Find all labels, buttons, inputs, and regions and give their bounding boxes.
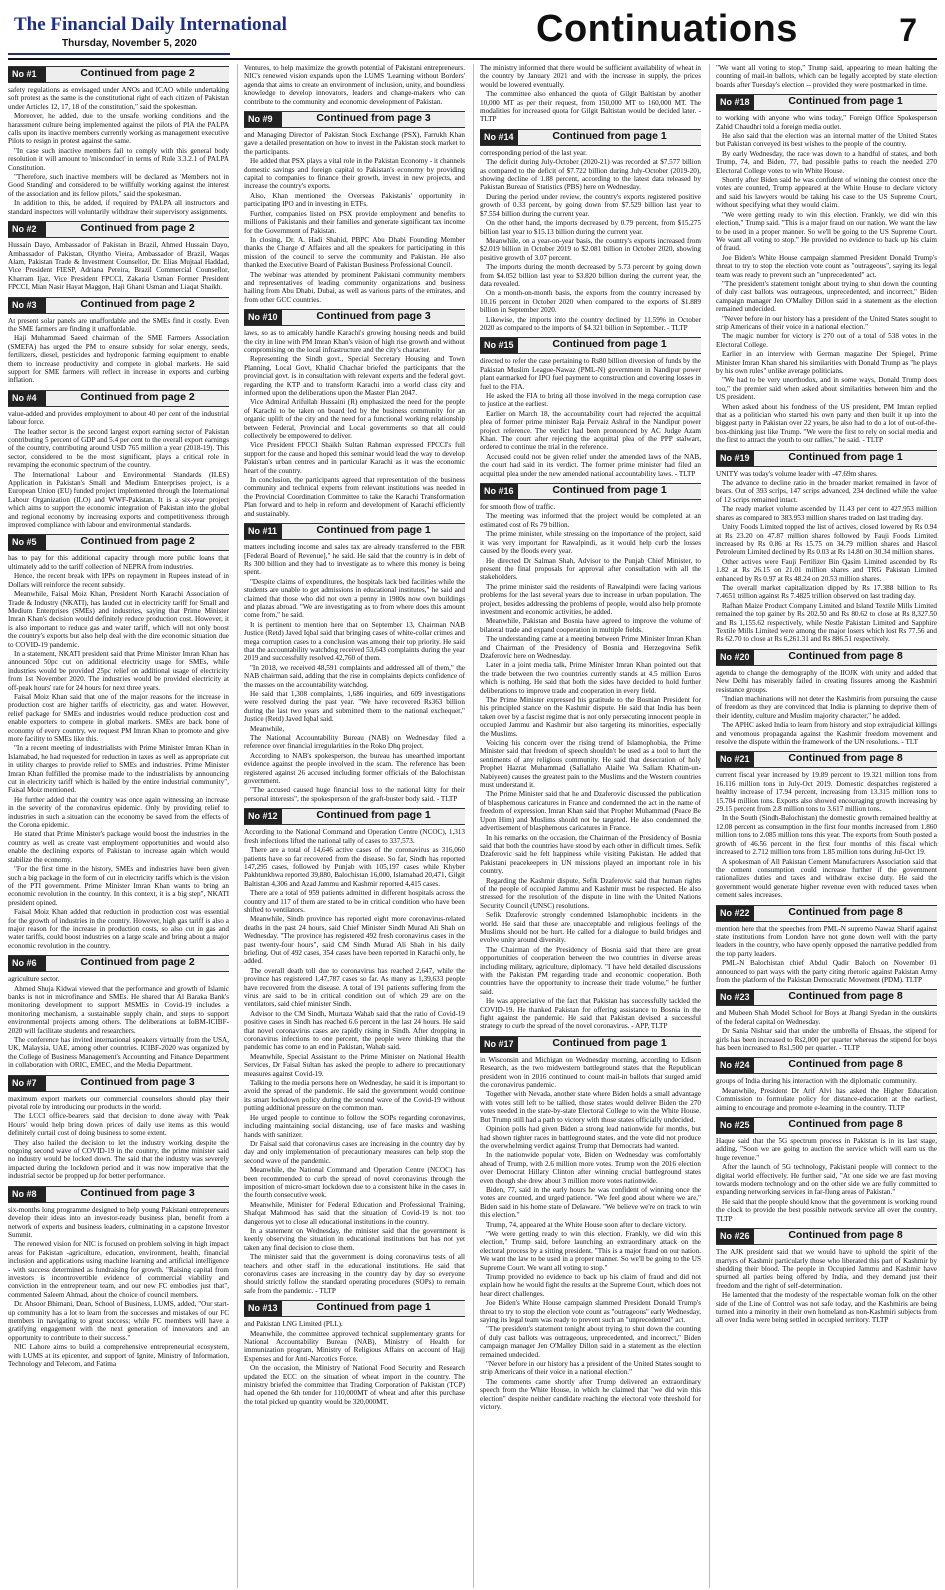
continued-from-label: Continued from page 8 (754, 752, 937, 767)
story (480, 129, 701, 333)
story-paragraph: Meanwhile, (250, 724, 285, 733)
story (8, 1075, 229, 1181)
story (244, 111, 465, 304)
story (716, 64, 937, 89)
column-2 (237, 64, 465, 1588)
story-paragraph: Trump provided no evidence to back up his claim of fraud and did not explain how he would fight the results at the Supreme Court, which does not hear direct challenges. (480, 1273, 701, 1298)
story-paragraph: The advance to decline ratio in the broader market remained in favor of bears. Out of 393 scrips, 147 scrips advanced, 234 declined while the value of 12 scrips remained intact. (716, 479, 937, 504)
story-paragraph: "We were getting ready to win this election. Frankly, we did win this election," Trump said. "This is a major fraud on our nation. We want the law to be used in a proper manner. So we'll be going to the US Supreme Court. We want all voting to stop." He provided no evidence to back up his claim of fraud. (716, 210, 937, 253)
story-paragraph: He said that 1,308 complaints, 1,686 inquiries, and 609 investigations were resolved during the past year. "We have recovered Rs363 billion during the last two years and submitted them to the national exchequer," Justice (Retd) Javed Iqbal said. (244, 690, 465, 724)
story-paragraph: According to the National Command and Operation Centre (NCOC), 1,313 fresh infections lifted the national tally of cases to 337,573. (244, 828, 465, 845)
story-paragraph: The Chairman of the Presidency of Bosnia said that there are great opportunities of cooperation between the two countries in diverse areas including military, agriculture, diplomacy. "I have held detailed discussions with the Pakistan PM regarding trade and economic cooperation. Both countries have the opportunity to increase their trade volume," he further said. (480, 945, 701, 996)
story-paragraph: Meanwhile, Pakistan and Bosnia have agreed to improve the volume of bilateral trade and expand cooperation in multiple fields. (480, 617, 701, 634)
story-paragraph: groups of India during his interaction with the diplomatic community. (716, 1077, 917, 1086)
story-paragraph: has to pay for this additional capacity through more public loans that ultimately add to the tariff collection of NEPRA from industries. (8, 554, 229, 571)
story-paragraph: In a statement on Wednesday, the minister said that the government is keenly observing the situation in educational institutions but has not yet taken any final decision to close them. (244, 1226, 465, 1252)
continued-from-label: Continued from page 2 (46, 67, 229, 82)
story-paragraph: Further, companies listed on PSX provide employment and benefits to millions of Pakistanis and their families and generate significant tax income for the Government of Pakistan. (244, 209, 465, 235)
story-header (8, 955, 229, 972)
story-paragraph: He stated that Prime Minister's package would boost the industries in the country as well as create vast employment opportunities and would also enable the declining exports of Pakistan to increase again which would stabilize the economy. (8, 830, 229, 864)
masthead-rule (8, 53, 230, 55)
story-header (716, 1057, 937, 1074)
story-paragraph: The imports during the month decreased by 5.73 percent by going down from $4.052 billion last year to $3.820 billion during the current year, the data revealed. (480, 263, 701, 288)
story-paragraph: When asked about his fondness of the US president, PM Imran replied that as a politician who started his own party and then built it up into the biggest party in Pakistan over 22 years, he also had to do a lot of out-of-the-box-thinking just like Trump. "We were the first to rely on social media and the first to attract the youth to our rallies," he said. - TLTP (716, 402, 937, 445)
story-header (716, 989, 937, 1006)
story-paragraph: The International Labour and Environmental Standards (ILES) Application in Pakistan's Small and Medium Enterprises project, is a European Union (EU) funded project implemented through the International Labour Organization (ILO) and WWF-Pakistan. It is a six-year project which aims to support the economic integration of Pakistan into the global and regional economy by increasing exports and competitiveness through improved compliance with labour and environmental standards. (8, 470, 229, 530)
story-paragraph: Hence, the recent break with IPPs on repayment in Rupees instead of in Dollars will reinforce the recent subsidy. (8, 572, 229, 589)
story-paragraph: Sefik Dzaferovic strongly condemned Islamophobic incidents in the world. He said that these are unacceptable and religious feelings of the Muslims should not be hurt. He called for a dialogue to build bridges and evolve unity around diversity. (480, 911, 701, 945)
continued-from-label: Continued from page 8 (754, 1229, 937, 1244)
story-paragraph: The LCCI office-bearers said that decision to done away with 'Peak Hours' would help bring down prices of daily use items as this would definitely curtail cost of doing business to some extent. (8, 1112, 229, 1138)
story-paragraph: laws, so as to amicably handle Karachi's growing housing needs and build the city in line with PM Imran Khan's vision of high rise growth and without compromising on the local infrastructure and the city's character. (244, 329, 465, 354)
story-paragraph: "The president's statement tonight about trying to shut down the counting of duly cast ballots was outrageous, unprecedented, and incorrect," Biden campaign manager Jen O'Malley Dillon said in a statement as the election remained undecided. (480, 1325, 701, 1359)
continued-from-label: Continued from page 3 (46, 1076, 229, 1091)
story-paragraph: Dr Faisal said that coronavirus cases are increasing in the country day by day and only implementation of precautionary measures can help stop the second wave of the pandemic. (244, 1139, 465, 1165)
story-paragraph: "For the first time in the history, SMEs and industries have been given such a big package in the form of cut in electricity tariffs which is the vision of the PTI government. Prime Minister Imran Khan wants to bring an economic revolution in the country. In this context, it is a big step", NKATI president opined. (8, 865, 229, 907)
story (716, 1057, 937, 1112)
story (8, 390, 229, 530)
story-header (716, 450, 937, 467)
story-header (480, 337, 701, 354)
story (480, 64, 701, 124)
story-number: No #1 (8, 67, 46, 82)
story-paragraph: He further added that the country was once again witnessing an increase in the severity of the coronavirus epidemic. Only by providing relief to industries in such a situation can the economy be saved from the effects of the Corona epidemic. (8, 795, 229, 830)
story-number: No #5 (8, 535, 46, 550)
continued-from-label: Continued from page 1 (518, 1037, 701, 1052)
continued-from-label: Continued from page 8 (754, 650, 937, 665)
story (480, 337, 701, 478)
story (8, 297, 229, 385)
story-header (480, 1036, 701, 1053)
story (244, 309, 465, 518)
story-paragraph: "Despite claims of expenditures, the hospitals lack bed facilities while the students are unable to get admissions in educational institutes," he said and claimed that those who did not own a penny in 1980s now own buildings and plazas abroad. "We are investigating as to from where does this amount come from," he said. (244, 577, 465, 620)
story-paragraph: They also hailed the decision to let the industry working despite the ongoing second wave of COVID-19 in the country, the prime minister said no industry would be locked down. The said that the industry was severely impacted during the lockdown period and it was now imperative that the industrial sector be propped up for better performance. (8, 1138, 229, 1181)
masthead (8, 6, 937, 60)
story-header (8, 390, 229, 407)
story-paragraph: After the launch of 5G technology, Pakistani people will connect to the digital world effectively. He further said, "At one side we are fast moving towards modern technology and on the other side we are fully committed to expanding networking services in far-flung areas of Pakistan." (716, 1163, 937, 1197)
story-paragraph: The webinar was attended by prominent Pakistani community members and representatives of leading community organizations and business hailing from Abu Dhabi, Dubai, as well as various parts of the emirates, and from other GCC countries. (244, 270, 465, 304)
story-paragraph: The comments came shortly after Trump delivered an extraordinary speech from the White House, in which he claimed that "we did win this election" despite neither candidate reaching the electoral vote threshold for victory. (480, 1377, 701, 1412)
story-number: No #15 (480, 338, 518, 353)
story-paragraph: Biden, 77, said in the early hours he was confident of winning once the votes are counted, and urged patience. "We feel good about where we are," Biden said in his home state of Delaware. "We believe we're on track to win this election." (480, 1185, 701, 1220)
story-paragraph: Voicing his concern over the rising trend of Islamophobia, the Prime Minister said that freedom of speech shouldn't be used as a tool to hurt the sentiments of any religious community. He said that desecration of holy Prophet Hazrat Muhammad (Sallallaho Alaihe Wa Sallam Khatim-un-Nabiyeen) causes the greatest pain to the Muslims and the Western countries must understand it. (480, 739, 701, 790)
story-number: No #16 (480, 484, 518, 499)
story-number: No #18 (716, 95, 754, 110)
story-paragraph: "Therefore, such inactive members will be declared as 'Members not in Good Standing' and considered to be willfully working against the interest of the association and its fellow pilots," said the spokesman. (8, 173, 229, 198)
story-paragraph: At present solar panels are unaffordable and the SMEs find it costly. Even the SME farmers are finding it unaffordable. (8, 316, 229, 333)
story-paragraph: Unity Foods Limited topped the list of actives, closed lowered by Rs 0.94 at Rs 23.20 on 47.87 million shares followed by Fauji Foods Limited increased by Rs 0.86 at Rs 15.75 on 34.79 million shares and Hascol Petroleum Limited declined by Rs 0.03 at Rs 14.80 on 30.34 million shares. (716, 523, 937, 557)
story-header (480, 483, 701, 500)
story (244, 64, 465, 106)
story-paragraph: PML-N Balochistan chief Abdul Qadir Baloch on November 01 announced to part ways with the party citing rhetoric against Pakistan Army from the platform of the Pakistan Democratic Movement (PDM). TLTP (716, 959, 937, 984)
continued-from-label: Continued from page 1 (518, 130, 701, 145)
story-paragraph: value-added and provides employment to about 40 per cent of the industrial labour force. (8, 409, 229, 427)
issue-date: Thursday, November 5, 2020 (62, 38, 197, 49)
story (480, 483, 701, 1031)
story-paragraph: The ministry informed that there would be sufficient availability of wheat in the country by January 2021 and with the increase in supply, the prices would be lowered eventually. (480, 64, 701, 89)
story-header (8, 221, 229, 238)
story-paragraph: and Mubeen Shah Model School for Boys at Jhangi Syedan in the outskirts of the federal capital on Wednesday. (716, 1009, 937, 1026)
story-header (244, 309, 465, 326)
story-paragraph: By early Wednesday, the race was down to a handful of states, and both Trump, 74, and Biden, 77, had possible paths to reach the needed 270 Electoral College votes to win White House. (716, 149, 937, 175)
section-title: Continuations (536, 8, 798, 50)
story (244, 523, 465, 803)
story-paragraph: Representing the Sindh govt., Special Secretary Housing and Town Planning, Local Govt, Khalid Chachar briefed the participants that the provincial govt. is in consultation with relevant experts and the federal govt. regarding the KTP and to transform Karachi into a world class city and informed upon the deliberations upon the Master Plan 2047. (244, 355, 465, 397)
continued-from-label: Continued from page 2 (46, 222, 229, 237)
story-paragraph: On the occasion, the Ministry of National Food Security and Research updated the ECC on the situation of wheat import in the country. The ministry briefed the committee that Trading Corporation of Pakistan (TCP) had opened the 6th tender for 110,000MT of wheat and after this purchase the total picked up quantity would be 320,000MT. (244, 1364, 465, 1406)
story-paragraph: Faisal Moiz Khan said that one of the major reasons for the increase in production cost are higher tariffs of electricity, gas and water. However, relief package for SMEs and industries would reduce production cost and enable exporters to compete in global markets. SMEs are back bone of economy of every country, we request PM Imran Khan to promote and give more facility to SMEs like this. (8, 692, 229, 743)
story-paragraph: corresponding period of the last year. (480, 148, 587, 157)
story-paragraph: current fiscal year increased by 19.89 percent to 19.321 million tons from 16.116 million tons in July-Oct 2019. Domestic despatches registered a healthy increase of 17.94 percent, increasing from 13.315 million tons to 15.704 million tons. Exports also showed encouraging growth increasing by 29.15 percent from 2.8 million tons to 3.617 million tons. (716, 771, 937, 814)
story-paragraph: "We were getting ready to win this election. Frankly, we did win this election," Trump said, before launching an extraordinary attack on the electoral process by a sitting president. "This is a major fraud on our nation. We want the law to be used in a proper manner. So we'll be going to the US Supreme Court. We want all voting to stop." (480, 1229, 701, 1272)
story-header (8, 534, 229, 551)
continued-from-label: Continued from page 1 (282, 524, 465, 539)
story-header (244, 1300, 465, 1317)
story-paragraph: The Prime Minister expressed his gratitude to the Bosnian President for his principled stance on the Kashmir dispute. He said that India has been taken over by a fascist regime that is not only persecuting innocent people in occupied Jammu and Kashmir but also targeting its minorities, especially the Muslims. (480, 696, 701, 738)
story (716, 1228, 937, 1325)
story-paragraph: Meanwhile, Sindh province has reported eight more coronavirus-related deaths in the past 24 hours, said Chief Minister Sindh Murad Ali Shah on Wednesday. "The province has registered 492 fresh coronavirus cases in the past twenty-four hours", said CM Sindh Murad Ali Shah in his daily briefing. Out of 492 cases, 354 cases have been reported in Karachi only, he added. (244, 915, 465, 966)
story-number: No #21 (716, 752, 754, 767)
story-paragraph: "Never before in our history has a president of the United States sought to strip Americans of their voice in a national election." (716, 314, 937, 331)
story-paragraph: "In a recent meeting of industrialists with Prime Minister Imran Khan in Islamabad, he had requested for reduction in taxes as well as appropriate cut in utility charges to provide relief to SMEs and industries. Prime Minister Imran Khan fulfilled the promise made to the industrialists by announcing cut in electricity tariff which is hailed by the entire industrial community", Faisal Moiz mentioned. (8, 744, 229, 795)
story-paragraph: Ahmed Shuja Kidwai viewed that the performance and growth of Islamic banks is not in microfinance and SMEs. He shared that Al Baraka Bank's monitoring development to support MSMEs in Covid-19 includes a monitoring mechanism, a sustainable supply chain, and steps to support environmental projects among others. The deliberations at IoBM-ICIBF-2020 will facilitate students and researchers. (8, 984, 229, 1035)
story (716, 94, 937, 444)
story-paragraph: Vice President FPCCI Shaikh Sultan Rahman expressed FPCCI's full support for the cause and hoped this seminar would lead the way to develop Pakistan's urban centres and in particular Karachi as it was the economic heart of the country. (244, 441, 465, 475)
story-paragraph: The ready market volume ascended by 11.43 per cent to 427.953 million shares as compared to 383.953 million shares traded on last trading day. (716, 505, 937, 522)
story-paragraph: It is pertinent to mention here that on September 13, Chairman NAB Justice (Retd) Javed Iqbal said that bringing cases of white-collar crimes and mega corruption cases to a conclusion was among their top priority. He said that the accountability watchdog received 53,643 complaints during the year 2019 and successfully resolved 42,760 of them. (244, 620, 465, 663)
story-paragraph: Hussain Dayo, Ambassador of Pakistan in Brazil, Ahmed Hussain Dayo, Ambassador of Pakistan, Olyntho Vieira, Ambassador of Brazil, Waqas Alam, Pakistan Trade & Investment Counsellor, Dr. Elias Mujtaal Haddad, Vice President FIESP, Adriana Pereira, Brazil Commercial Counsellor, Kharram Ijaz, Vice President FPCCI, Zakaria Usman Former President FPCCI, Mian Nasir Hayat Maggon, Haji Ghani Usman and Liaqat Shaikh. (8, 241, 229, 292)
story-paragraph: Moreover, he added, due to the unsafe working conditions and the harassment culture being implemented against the pilots of PIA the PALPA calls upon its inactive members currently working as management executive Pilots to resign in protest against the same. (8, 112, 229, 146)
story-header (716, 1228, 937, 1245)
story-paragraph: agenda to change the demography of the IIOJK with unity and added that New Delhi has miserably failed in creating fissures among the Kashmiri resistance groups. (716, 668, 937, 694)
story-number: No #23 (716, 990, 754, 1005)
story-paragraph: He directed Dr Salman Shah, Advisor to the Punjab Chief Minister, to present the final proposals for approval after consultation with all the stakeholders. (480, 556, 701, 582)
story-paragraph: The AJK president said that we would have to uphold the spirit of the martyrs of Kashmir particularly those who liberated this part of Kashmir by shedding their blood. The people in Occupied Jammu and Kashmir have spurned all parties being offered by India, and they demand just their freedom and the right of self-determination. (716, 1248, 937, 1290)
story-paragraph: to working with anyone who wins today," Foreign Office Spokesperson Zahid Chaudhri told a foreign media outlet. (716, 114, 937, 131)
story-number: No #6 (8, 956, 46, 971)
article-columns (8, 64, 937, 1588)
story-paragraph: Talking to the media persons here on Wednesday, he said it is important to avoid the spread of the pandemic. He said the government would continue its smart lockdown policy during the second wave of the Covid-19 without putting additional pressure on the common man. (244, 1079, 465, 1113)
story-header (8, 297, 229, 314)
story-paragraph: Together with Nevada, another state where Biden holds a small advantage with votes still left to be tallied, those states would deliver Biden the 270 votes needed in the state-by-state Electoral College to win the White House. But Trump still had a path to victory with those states officially undecided. (480, 1090, 701, 1124)
story-number: No #19 (716, 451, 754, 466)
story-paragraph: In addition to this, he added, if required by PALPA all instructors and standard inspectors will voluntarily withdraw their supervisory assignments. (8, 199, 229, 216)
story-paragraph: In the South (Sindh-Balochistan) the domestic growth remained healthy at 12.08 percent as consumption in the first four months increased from 1.860 million tons to 2.085 million tons this year. The exports from South posted a growth of 46.56 percent in the first four months of this fiscal which increased to 2.712 million tons from 1.85 million tons during Jul-Oct 19. (716, 814, 937, 857)
story-paragraph: The committee also enhanced the quota of Gilgit Baltistan by another 10,000 MT as per their request, from 150,000 MT to 160,000 MT. The modalities for increased quota for Gilgit Baltistan would be decided later. - TLTP (480, 90, 701, 124)
column-1 (8, 64, 229, 1588)
page-number: 7 (899, 12, 917, 48)
story-paragraph: Haque said that the 5G spectrum process in Pakistan is in its last stage, adding, "Soon we are going to auction the service which will earn us the huge revenue." (716, 1137, 937, 1162)
story-paragraph: The leather sector is the second largest export earning sector of Pakistan contributing 5 percent of GDP and 5.4 per cent to the overall export earnings of the country, contributing around USD 765 million a year (2018-19). This sector, considered to be the most significant, plays a critical role in revamping the economic spectrum of the country. (8, 427, 229, 470)
story-header (716, 751, 937, 768)
story (8, 534, 229, 950)
story-number: No #26 (716, 1229, 754, 1244)
continued-from-label: Continued from page 2 (46, 535, 229, 550)
story-paragraph: Earlier in an interview with German magazine Der Spiegel, Prime Minister Imran Khan shared his similarities with Donald Trump as "he plays by his own rules" unlike average politicians. (716, 350, 937, 375)
continued-from-label: Continued from page 3 (46, 1187, 229, 1202)
story (244, 1300, 465, 1406)
story-paragraph: The National Accountability Bureau (NAB) on Wednesday filed a reference over financial irregularities in the Roko Dhq project. (244, 734, 465, 751)
story-number: No #8 (8, 1187, 46, 1202)
continued-from-label: Continued from page 3 (282, 112, 465, 127)
column-4 (709, 64, 937, 1588)
story-paragraph: In a statement, NKATI president said that Prime Minister Imran Khan has announced 50pc cut on additional electricity usage for SMEs, while industries would be provided 25pc relief on additional usage of electricity from 1st November 2020. The industries would be provided electricity at off-peak hours' rate for 24 hours for next three years. (8, 649, 229, 692)
story-paragraph: Shortly after Biden said he was confident of winning the contest once the votes are counted, Trump appeared at the White House to declare victory and said his lawyers would be taking his case to the US Supreme Court, without specifying what they would claim. (716, 176, 937, 210)
story-number: No #13 (244, 1301, 282, 1316)
story (8, 1186, 229, 1369)
story (716, 905, 937, 985)
story-paragraph: agriculture sector. (8, 975, 60, 984)
story-paragraph: and Pakistan LNG Limited (PLL). (244, 1320, 343, 1329)
story-paragraph: A spokesman of All Pakistan Cement Manufacturers Association said that the cement consumption could increase further if the government rationalizes duties and taxes and withdraw excise duty. He said the government would generate higher revenue even with reduced taxes when cement sales increases. (716, 857, 937, 900)
story-number: No #10 (244, 310, 282, 325)
story-paragraph: Vice Admiral Arifullah Hussaini (R) emphasized the need for the people of Karachi to be taken on board led by the business community for an organic uplift of the city and the need for a functional working relationship between Federal, Provincial and Local governments so that all could collectively be empowered to deliver. (244, 398, 465, 441)
story-number: No #2 (8, 222, 46, 237)
continued-from-label: Continued from page 8 (754, 906, 937, 921)
story-paragraph: According to NAB's spokesperson, the bureau has unearthed important evidence against the people involved in the scam. The reference has been registered against 26 accused including former officials of the Balochistan government. (244, 751, 465, 786)
story-paragraph: safety regulations as envisaged under ANOs and ICAO while undertaking soft protest as the same is the constitutional right of each citizen of Pakistan under Articles 12, 17, 18 of the constitution," said the spokesman. (8, 86, 229, 111)
story-header (716, 94, 937, 111)
story-paragraph: "In case such inactive members fail to comply with this general body resolution it will amount to 'misconduct' in terms of Rule 3.3.2.1 of PALPA Constitution. (8, 146, 229, 172)
story-paragraph: Likewise, the imports into the country declined by 11.59% in October 2020 as compared to the imports of $4.321 billion in September. - TLTP (480, 315, 701, 332)
story (244, 808, 465, 1295)
story-paragraph: "Never before in our history has a president of the United States sought to strip Americans of their voice in a national election." (480, 1360, 701, 1377)
story-paragraph: Also, Khan mentioned the Overseas Pakistanis' opportunity in participating IPO and in investing in ETFs. (244, 191, 465, 209)
story (716, 450, 937, 644)
continued-from-label: Continued from page 1 (754, 451, 937, 466)
story-number: No #22 (716, 906, 754, 921)
story (480, 1036, 701, 1412)
story-paragraph: The prime minister said the residents of Rawalpindi were facing various problems for the last several years due to increase in urban population. The project, besides addressing the problems of people, would also help promote investment and economic activities, he added. (480, 582, 701, 616)
continued-from-label: Continued from page 3 (282, 310, 465, 325)
story-paragraph: The deficit during July-October (2020-21) was recorded at $7.577 billion as compared to the deficit of $7.722 billion during July-October (2019-20), showing decline of 1.88 percent, according to the latest data released by Pakistan Bureau of Statistics (PBS) here on Wednesday. (480, 158, 701, 192)
story-paragraph: NIC Lahore aims to build a comprehensive entrepreneurial ecosystem, with LUMS at its epicenter, and support of Ignite, Ministry of Information, Technology and Telecom, and Fatima (8, 1343, 229, 1368)
story-paragraph: He asked the FIA to bring all those involved in the mega corruption case to justice at the earliest. (480, 392, 701, 409)
story-paragraph: Meanwhile, Minister for Federal Education and Professional Training, Shafqat Mahmood has said that the situation of Covid-19 is not too dangerous yet to close all educational institutions in the country. (244, 1200, 465, 1226)
story-paragraph: for smooth flow of traffic. (480, 503, 556, 512)
story-paragraph: matters including income and sales tax are already transferred to the FBR [Federal Board of Revenue]," he said. He said that the country is in debt of Rs 300 billion and they had to investigate as to where this money is being spent. (244, 543, 465, 577)
continued-from-label: Continued from page 2 (46, 298, 229, 313)
story (8, 66, 229, 216)
story-paragraph: and Managing Director of Pakistan Stock Exchange (PSX), Farrukh Khan gave a detailed presentation on how to invest in the Pakistan stock market to the participants. (244, 131, 465, 156)
story-paragraph: In conclusion, the participants agreed that representation of the business community and technical experts from relevant institutions was needed in the Provincial Coordination Committee to take the Karachi Transformation Plan forward and to help in reform and development of Karachi efficiently and sustainably. (244, 476, 465, 518)
story-paragraph: maximum export markets our commercial counselors should play their pivotal role by introducing our products in the world. (8, 1094, 229, 1112)
story-paragraph: directed to refer the case pertaining to Rs80 billion diversion of funds by the Pakistan Muslim League-Nawaz (PML-N) government in Nandipur power plant earmarked for IPO fuel payment to construction and covering losses in fuel to the FIA. (480, 357, 701, 391)
story-paragraph: Haji Muhammad Saeed chairman of the SME Farmers Association (SMEFA) has urged the PM to ensure subsidy for solar energy, seeds, fertilizers, diesel, pesticides and hydroponic farming equipment to enable them to increase productivity and compete in global markets. He said support for SME farmers will reflect in increase in exports and curbing inflation. (8, 334, 229, 385)
story-paragraph: The overall market capitalization dipped by Rs 17.388 billion to Rs 7.4651 trillion against Rs 7.4825 trillion observed on last trading day. (716, 583, 937, 601)
story-paragraph: Opinion polls had given Biden a strong lead nationwide for months, but had shown tighter races in battleground states, and the vote did not produce the overwhelming verdict against Trump that Democrats had wanted. (480, 1125, 701, 1150)
story-header (244, 808, 465, 825)
story-number: No #24 (716, 1058, 754, 1073)
story-paragraph: in Wisconsin and Michigan on Wednesday morning, according to Edison Research, as the two midwestern battleground states that the Republican president won in 2016 continued to count mail-in ballots that surged amid the coronavirus pandemic. (480, 1055, 701, 1090)
story-paragraph: The minister said that the government is doing coronavirus tests of all teachers and other staff in the educational institutions. He said that coronavirus cases are increasing in the country day by day so everyone should strictly follow the standard operating procedures (SOPs) to remain safe from the pandemic. - TLTP (244, 1253, 465, 1295)
story-paragraph: Other actives were Fauji Fertilizer Bin Qasim Limited ascended by Rs 1.82 at Rs 26.15 on 21.01 million shares and TRG Pakistan Limited enhanced by Rs 0.97 at Rs 48.24 on 20.53 million shares. (716, 557, 937, 583)
story-paragraph: "We had to be very unorthodox, and in some ways, Donald Trump does too," the premier said when asked about similarities between him and the US president. (716, 376, 937, 402)
continued-from-label: Continued from page 2 (46, 391, 229, 406)
story-header (8, 66, 229, 83)
story-paragraph: The APHC asked India to learn from history and stop extrajudicial killings and venomous propaganda against the Kashmir freedom movement and resolve the dispute within the framework of the UN resolutions. - TLT (716, 721, 937, 747)
story-paragraph: The prime minister, while stressing on the importance of the project, said it was very important for Rawalpindi, as it would help curb the losses caused by the floods every year. (480, 530, 701, 556)
story-paragraph: The understanding came at a meeting between Prime Minister Imran Khan and Chairman of the Presidency of Bosnia and Herzegovina Sefik Dzaferovic here on Wednesday. (480, 635, 701, 660)
story-paragraph: Meanwhile, Special Assistant to the Prime Minister on National Health Services, Dr Faisal Sultan has asked the people to adhere to precautionary measures against Covid-19. (244, 1052, 465, 1078)
continued-from-label: Continued from page 1 (282, 809, 465, 824)
continued-from-label: Continued from page 1 (518, 484, 701, 499)
story-number: No #20 (716, 650, 754, 665)
story-header (244, 523, 465, 540)
story-paragraph: "Indian machinations will not deter the Kashmiris from pursuing the cause of freedom as they are convinced that India is planning to deprive them of their identity, culture and Muslim majority character," he added. (716, 695, 937, 720)
story-paragraph: "We want all voting to stop," Trump said, appearing to mean halting the counting of mail-in ballots, which can be legally accepted by state election boards after Tuesday's election -- provided they were postmarked in time. (716, 64, 937, 89)
story-paragraph: UNITY was today's volume leader with -47.69m shares. (716, 469, 878, 478)
story-paragraph: He was appreciative of the fact that Pakistan has successfully tackled the COVID-19. He thanked Pakistan for offering assistance to Bosnia in the fight against the pandemic. He said that Pakistan devised a successful strategy to curb the spread of the novel coronavirus. - APP, TLTP (480, 997, 701, 1031)
paper-name: The Financial Daily International (14, 14, 287, 35)
story (8, 221, 229, 291)
story-paragraph: Meanwhile, the National Command and Operation Centre (NCOC) has been recommended to curb the spread of novel coronavirus through the imposition of micro-smart lockdown due to a consistent hike in the cases in the fourth consecutive week. (244, 1166, 465, 1200)
story-paragraph: There are a total of 14,646 active cases of the coronavirus as 316,060 patients have so far recovered from the disease. So far, Sindh has reported 147,295 cases, followed by Punjab with 105,197 cases while Khyber Pakhtunkhwa reported 39,880, Balochistan 16,000, Islamabad 20,471, Gilgit Baltistan 4,306 and Azad Jammu and Kashmir reported 4,415 cases. (244, 846, 465, 888)
story-paragraph: In his remarks on the occasion, the Chairman of the Presidency of Bosnia said that both the countries have stood by each other in difficult times. Sefik Dzaferovic said he felt happiness while visiting Pakistan. He added that Pakistani peacekeepers in UN missions played an important role in his country. (480, 833, 701, 876)
story-paragraph: In closing, Dr. A. Hadi Shahid, PBPC Abu Dhabi Founding Member thanks the Charge d' Affaires and all the speakers for participating in this mission of the council to serve the community and Pakistan. He also thanked the Executive Board of Pakistan Business Professional Council. (244, 235, 465, 270)
story-header (480, 129, 701, 146)
story-paragraph: six-months long programme designed to help young Pakistani entrepreneurs develop their ideas into an investor-ready business plan, benefit from a network of experts and business leaders, culminating in a capstone Investor Summit. (8, 1205, 229, 1239)
story-paragraph: The renewed vision for NIC is focused on problem solving in high impact areas for Pakistan -agriculture, education, environment, health, financial inclusion and applications using machine learning and artificial intelligence - with success determined as fundraising for growth. "Raising capital from investors is incontrovertible evidence of commercial viability and conviction in the entrepreneur team, and our new FC embodies just that", commented Saleem Ahmad, about the choice of council members. (8, 1240, 229, 1299)
story-number: No #4 (8, 391, 46, 406)
story-paragraph: He also said that the election was an internal matter of the United States but Pakistan conveyed its best wishes to the people of the country. (716, 132, 937, 149)
story-header (244, 111, 465, 128)
continued-from-label: Continued from page 8 (754, 1058, 937, 1073)
story-paragraph: Regarding the Kashmir dispute, Sefik Dzaferovic said that human rights of the people of occupied Jammu and Kashmir must be respected. He also stressed for the resolution of the dispute in line with the United Nations Security Council (UNSC) resolutions. (480, 876, 701, 910)
story-paragraph: The magic number for victory is 270 out of a total of 538 votes in the Electoral College. (716, 332, 937, 349)
story-paragraph: Advisor to the CM Sindh, Murtaza Wahab said that the ratio of Covid-19 positive cases in Sindh has reached 6.6 percent in the last 24 hours. He said that novel coronavirus cases are rapidly rising in Sindh. After dropping in coronavirus infections to one percent, the people were thinking that the pandemic has come to an end in Pakistan, Wahab said. (244, 1009, 465, 1052)
story-paragraph: "The president's statement tonight about trying to shut down the counting of duly cast ballots was outrageous, unprecedented, and incorrect," Biden campaign manager Jen O'Malley Dillon said in a statement as the election remained undecided. (716, 279, 937, 314)
story (716, 1117, 937, 1223)
story-paragraph: The conference has invited international speakers virtually from the USA, UK, Malaysia, UAE, among other countries. ICIBF-2020 was organized by the College of Business Management's Accounting and Finance Department in collaboration with ORIC, EMEC, and the Media Department. (8, 1036, 229, 1070)
story-paragraph: Rafhan Maize Product Company Limited and Island Textile Mills Limited remained the top gainer by Rs 202.50 and Rs 80.62 to close at Rs 8,327.50 and Rs 1,155.62 respectively, while Nestle Pakistan Limited and Sapphire Textile Mills Limited were among the major losers which lost Rs 77.56 and Rs 62.70 to close at Rs 6,261.31 and Rs 886.51 respectively. (716, 601, 937, 644)
continued-from-label: Continued from page 1 (282, 1301, 465, 1316)
story-number: No #17 (480, 1037, 518, 1052)
story-paragraph: Ventures, to help maximize the growth potential of Pakistani entrepreneurs. NIC's renewed vision expands upon the LUMS 'Learning without Borders' agenda that aims to create an environment of inclusion, unity, and boundless knowledge to develop innovators, leaders and change-makers who can contribute to the community and economic development of Pakistan. (244, 64, 465, 106)
story-paragraph: He said that the people should know that the government is working round the clock to provide the best possible network service all over the country. TLTP (716, 1197, 937, 1223)
story-paragraph: The meeting was informed that the project would be completed at an estimated cost of Rs 79 billion. (480, 512, 701, 529)
column-3 (473, 64, 701, 1588)
story (716, 649, 937, 747)
story-paragraph: The Prime Minister said that he and Dzaferovic discussed the publication of blasphemous caricatures in France and condemned the act in the name of freedom of expression. Imran Khan said that Prophet Muhammad (Peace Be Upon Him) and Muslims should not be targeted. He also condemned the advertisement of blasphemous caricatures in France. (480, 790, 701, 833)
story-header (8, 1186, 229, 1203)
story-paragraph: "In 2018, we received 48,591 complaints and addressed all of them," the NAB chairman said, adding that the rise in complaints depicts confidence of the masses on the accountability watchdog. (244, 663, 465, 689)
story-paragraph: On the other hand, the imports decreased by 0.79 percent, from $15.275 billion last year to $15.13 billion during the current year. (480, 219, 701, 236)
story-paragraph: Meanwhile, President Dr Arif Alvi has asked the Higher Education Commission to formulate policy for distance-education at the earliest, aiming to encourage and promote e-learning in the country. TLTP (716, 1086, 937, 1112)
story-number: No #12 (244, 809, 282, 824)
story (8, 955, 229, 1069)
story-paragraph: Faisal Moiz Khan added that reduction in production cost was essential for the growth of industries in the country. However, high gas tariff is also a major reason for the increase in production costs, so also cut in gas and water tariffs, could boost industries on a large scale and bring about a major economic revolution in the country. (8, 908, 229, 950)
story-header (716, 1117, 937, 1134)
story-paragraph: Joe Biden's White House campaign slammed President Donald Trump's threat to try to stop the election vote count as "outrageous" early Wednesday, saying its legal team was ready to prevent such an "unprecedented" act. (480, 1299, 701, 1325)
story-number: No #14 (480, 130, 518, 145)
story (716, 989, 937, 1052)
story-paragraph: Later in a joint media talk, Prime Minister Imran Khan pointed out that the trade between the two countries currently stands at 4.5 million Euros which is nothing. He said that both the sides have decided to hold further deliberations to improve trade and cooperation in every field. (480, 661, 701, 695)
story-number: No #25 (716, 1118, 754, 1133)
story (716, 751, 937, 899)
story-number: No #7 (8, 1076, 46, 1091)
story-paragraph: He urged people to continue to follow the SOPs regarding coronavirus, including maintaining social distancing, use of face masks and washing hands with sanitizer. (244, 1113, 465, 1139)
story-paragraph: Accused could not be given relief under the amended laws of the NAB, the court had said in its verdict. The former prime minister had filed an acquittal plea under the new amended national accountability laws. - TLTP (480, 452, 701, 478)
continued-from-label: Continued from page 1 (754, 95, 937, 110)
continued-from-label: Continued from page 1 (518, 338, 701, 353)
story-paragraph: On a month-on-month basis, the exports from the country increased by 10.16 percent in October 2020 when compared to the exports of $1.889 billion in September 2020. (480, 289, 701, 315)
story-paragraph: "The accused caused huge financial loss to the national kitty for their personal interests", the spokesperson of the graft-buster body said. - TLTP (244, 786, 465, 803)
continued-from-label: Continued from page 2 (46, 956, 229, 971)
story-paragraph: mention here that the speeches from PML-N supremo Nawaz Sharif against state institutions from London have not gone down well with the party leaders in the country, who have openly opposed the narrative peddled from the top party leaders. (716, 924, 937, 958)
story-paragraph: In the nationwide popular vote, Biden on Wednesday was comfortably ahead of Trump, with 2.6 million more votes. Trump won the 2016 election over Democrat Hillary Clinton after winning crucial battleground states even though she drew about 3 million more votes nationwide. (480, 1151, 701, 1185)
story-header (716, 905, 937, 922)
story-paragraph: Meanwhile, Faisal Moiz Khan, President North Karachi Association of Trade & Industry (NKATI), has lauded cut in electricity tariff for Small and Medium Enterprises (SMEs) and industries, saying that Prime Minister Imran Khan's decision would definitely reduce production cost. However, it is also important to reduce gas and water tariff, which will not only boost the country's exports but also help deal with the dire economic situation due to COVID-19 pandemic. (8, 590, 229, 649)
story-paragraph: During the period under review, the country's exports registered positive growth of 0.33 percent, by going down from $7.529 billion last year to $7.554 billion during the current year. (480, 192, 701, 218)
story-paragraph: Meanwhile, on a year-on-year basis, the country's exports increased from $2.019 billion in October 2019 to $2.081 billion in October 2020, showing positive growth of 3.07 percent. (480, 236, 701, 262)
story-paragraph: Joe Biden's White House campaign slammed President Donald Trump's threat to try to stop the election vote count as "outrageous", saying its legal team was ready to prevent such an "unprecedented" act. (716, 253, 937, 279)
story-paragraph: Meanwhile, the committee approved technical supplementary grants for National Accountability Bureau (NAB), Ministry of Health for immunization program, Ministry of Religious Affairs on account of Hajj Expenses and for Anti-Narcotics Force. (244, 1329, 465, 1363)
story-paragraph: Earlier on March 18, the accountability court had rejected the acquittal plea of former prime minister Raja Pervaiz Ashraf in the Nandipur power project reference. The verdict had been pronounced by AC Judge Azam Khan. The court after rejecting the acquittal plea of the PPP stalwart, ordered to continue the trial in the reference. (480, 409, 701, 452)
story-paragraph: There are a total of 959 patients admitted in different hospitals across the country and 117 of them are stated to be in critical condition who have been shifted to ventilators. (244, 889, 465, 914)
story-number: No #11 (244, 524, 282, 539)
story-paragraph: He lamented that the modesty of the respectable woman folk on the other side of the Line of Control was not safe today, and the Kashmiris are being turned into a minority in their own homeland as non-Kashmiri subjects from all over India were being settled in occupied territory. TLTP (716, 1291, 937, 1325)
story-paragraph: Trump, 74, appeared at the White House soon after to declare victory. (486, 1220, 687, 1229)
story-number: No #9 (244, 112, 282, 127)
story-paragraph: He added that PSX plays a vital role in the Pakistan Economy - it channels domestic savings and foreign capital to Pakistan's economy by providing capital to companies to finance their growth, invest in new projects, and increase the country's exports. (244, 157, 465, 191)
story-header (8, 1075, 229, 1092)
story-paragraph: Dr. Ahsoor Bhimani, Dean, School of Business, LUMS, added, "Our start-up community has a lot to learn from the successes and mistakes of our FC members in navigating to great success; while FC members will have a gratifying engagement with the next generation of innovators and an opportunity to contribute to their success." (8, 1300, 229, 1342)
story-paragraph: The overall death toll due to coronavirus has reached 2,647, while the province has registered 1,47,787 cases so far. As many as 1,39,633 people have recovered from the disease. A total of 191 patients suffering from the virus are said to be in critical condition out of which 29 are on the ventilators, said chief minister Sindh. (244, 966, 465, 1009)
continued-from-label: Continued from page 8 (754, 990, 937, 1005)
story-number: No #3 (8, 298, 46, 313)
story-header (716, 649, 937, 666)
story-paragraph: Dr Sania Nishtar said that under the umbrella of Ehsaas, the stipend for girls has been increased to Rs2,000 per quarter whereas the stipend for boys has been increased to Rs1,500 per quarter. - TLTP (716, 1027, 937, 1052)
continued-from-label: Continued from page 8 (754, 1118, 937, 1133)
